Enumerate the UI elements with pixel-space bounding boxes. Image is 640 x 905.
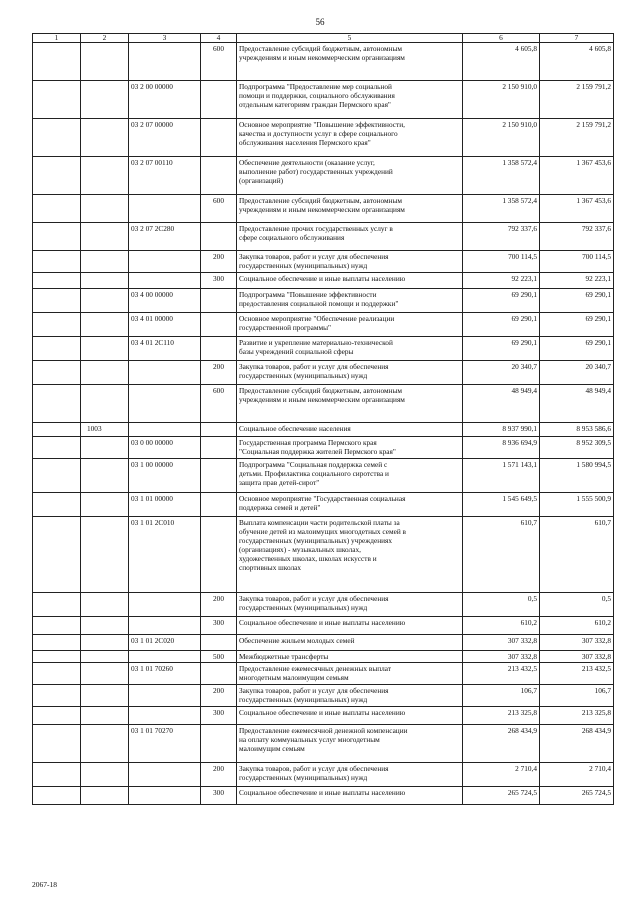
section-code: [81, 437, 129, 459]
item-name: Подпрограмма "Повышение эффективности предоставления социальной помощи и поддержки": [237, 289, 463, 313]
table-row: [33, 157, 614, 195]
section-code: [81, 493, 129, 517]
amount-2020: 307 332,8: [540, 635, 614, 651]
amount-2020: 307 332,8: [540, 651, 614, 663]
item-name: Предоставление ежемесячных денежных выплат многодетным малоимущим семьям: [237, 663, 463, 685]
section-code: [81, 617, 129, 635]
amount-2019: 106,7: [463, 685, 540, 707]
amount-2019: 700 114,5: [463, 251, 540, 273]
target-code: [129, 763, 201, 787]
amount-2019: 48 949,4: [463, 385, 540, 423]
item-name: Социальное обеспечение населения: [237, 423, 463, 437]
expense-type-code: 200: [201, 685, 237, 707]
expense-type-code: [201, 437, 237, 459]
col1-cell: [33, 651, 81, 663]
column-header: 3: [129, 34, 201, 43]
amount-2020: 2 159 791,2: [540, 119, 614, 157]
item-name: Предоставление прочих государственных услуг в сфере социального обслуживания: [237, 223, 463, 251]
amount-2020: 69 290,1: [540, 337, 614, 361]
amount-2019: 792 337,6: [463, 223, 540, 251]
col1-cell: [33, 43, 81, 81]
amount-2020: 2 710,4: [540, 763, 614, 787]
amount-2019: 20 340,7: [463, 361, 540, 385]
col1-cell: [33, 787, 81, 805]
section-code: [81, 157, 129, 195]
table-row: [33, 423, 614, 437]
item-name: Закупка товаров, работ и услуг для обеспечения государственных (муниципальных) нужд: [237, 763, 463, 787]
amount-2020: 213 432,5: [540, 663, 614, 685]
target-code: [129, 685, 201, 707]
col1-cell: [33, 313, 81, 337]
amount-2019: 307 332,8: [463, 635, 540, 651]
section-code: [81, 361, 129, 385]
expense-type-code: [201, 337, 237, 361]
table-row: [33, 635, 614, 651]
item-name: Обеспечение деятельности (оказание услуг, выполнение работ) государственных учреждений (организаций): [237, 157, 463, 195]
amount-2019: 69 290,1: [463, 337, 540, 361]
amount-2019: 69 290,1: [463, 313, 540, 337]
expense-type-code: 500: [201, 651, 237, 663]
expense-type-code: 300: [201, 617, 237, 635]
item-name: Межбюджетные трансферты: [237, 651, 463, 663]
section-code: [81, 119, 129, 157]
table-row: [33, 195, 614, 223]
amount-2020: 1 367 453,6: [540, 157, 614, 195]
target-code: 03 4 00 00000: [129, 289, 201, 313]
col1-cell: [33, 725, 81, 763]
section-code: [81, 635, 129, 651]
amount-2020: 610,2: [540, 617, 614, 635]
target-code: [129, 707, 201, 725]
column-header: 1: [33, 34, 81, 43]
expense-type-code: [201, 493, 237, 517]
section-code: [81, 195, 129, 223]
target-code: 03 4 01 2С110: [129, 337, 201, 361]
expense-type-code: 300: [201, 707, 237, 725]
item-name: Основное мероприятие "Повышение эффективности, качества и доступности услуг в сфере социального обслуживания населения Пермского края": [237, 119, 463, 157]
column-number-row: [33, 34, 614, 43]
target-code: 03 1 01 70260: [129, 663, 201, 685]
amount-2020: 610,7: [540, 517, 614, 593]
section-code: [81, 385, 129, 423]
item-name: Предоставление субсидий бюджетным, автономным учреждениям и иным некоммерческим организациям: [237, 43, 463, 81]
expense-type-code: [201, 313, 237, 337]
expense-type-code: [201, 81, 237, 119]
target-code: 03 2 07 00000: [129, 119, 201, 157]
section-code: [81, 43, 129, 81]
target-code: [129, 593, 201, 617]
amount-2020: 265 724,5: [540, 787, 614, 805]
col1-cell: [33, 707, 81, 725]
amount-2020: 792 337,6: [540, 223, 614, 251]
expense-type-code: [201, 289, 237, 313]
amount-2020: 69 290,1: [540, 313, 614, 337]
col1-cell: [33, 617, 81, 635]
amount-2020: 700 114,5: [540, 251, 614, 273]
expense-type-code: [201, 725, 237, 763]
amount-2019: 8 937 990,1: [463, 423, 540, 437]
target-code: 03 4 01 00000: [129, 313, 201, 337]
amount-2020: 2 159 791,2: [540, 81, 614, 119]
section-code: [81, 313, 129, 337]
amount-2020: 1 367 453,6: [540, 195, 614, 223]
expense-type-code: 200: [201, 763, 237, 787]
amount-2020: 0,5: [540, 593, 614, 617]
amount-2019: 307 332,8: [463, 651, 540, 663]
col1-cell: [33, 251, 81, 273]
section-code: [81, 651, 129, 663]
section-code: [81, 763, 129, 787]
amount-2019: 213 432,5: [463, 663, 540, 685]
item-name: Предоставление субсидий бюджетным, автономным учреждениям и иным некоммерческим организациям: [237, 195, 463, 223]
col1-cell: [33, 223, 81, 251]
table-row: [33, 289, 614, 313]
table-row: [33, 517, 614, 593]
expense-type-code: 200: [201, 361, 237, 385]
amount-2020: 20 340,7: [540, 361, 614, 385]
section-code: [81, 223, 129, 251]
item-name: Выплата компенсации части родительской платы за обучение детей из малоимущих многодетных семей в государственных (муниципальных) учреждениях (организациях) - музыкальных школах, художественных школах, школах искусств и спортивных школах: [237, 517, 463, 593]
target-code: 03 1 01 00000: [129, 493, 201, 517]
item-name: Подпрограмма "Предоставление мер социальной помощи и поддержки, социального обслуживания отдельным категориям граждан Пермского края": [237, 81, 463, 119]
amount-2020: 268 434,9: [540, 725, 614, 763]
table-row: [33, 385, 614, 423]
target-code: [129, 251, 201, 273]
table-row: [33, 273, 614, 289]
expense-type-code: 600: [201, 195, 237, 223]
col1-cell: [33, 273, 81, 289]
amount-2020: 92 223,1: [540, 273, 614, 289]
page-number: 56: [315, 17, 325, 27]
amount-2020: 48 949,4: [540, 385, 614, 423]
section-code: [81, 273, 129, 289]
col1-cell: [33, 195, 81, 223]
amount-2019: 1 358 572,4: [463, 157, 540, 195]
amount-2020: 4 605,8: [540, 43, 614, 81]
item-name: Предоставление субсидий бюджетным, автономным учреждениям и иным некоммерческим организациям: [237, 385, 463, 423]
section-code: [81, 707, 129, 725]
item-name: Предоставление ежемесячной денежной компенсации на оплату коммунальных услуг многодетным малоимущим семьям: [237, 725, 463, 763]
column-header: 4: [201, 34, 237, 43]
table-row: [33, 459, 614, 493]
amount-2019: 4 605,8: [463, 43, 540, 81]
target-code: [129, 195, 201, 223]
col1-cell: [33, 437, 81, 459]
section-code: [81, 663, 129, 685]
expense-type-code: [201, 423, 237, 437]
target-code: [129, 361, 201, 385]
section-code: [81, 337, 129, 361]
expense-type-code: [201, 119, 237, 157]
col1-cell: [33, 81, 81, 119]
amount-2020: 106,7: [540, 685, 614, 707]
expense-type-code: [201, 157, 237, 195]
item-name: Подпрограмма "Социальная поддержка семей с детьми. Профилактика социального сиротства и защита прав детей-сирот": [237, 459, 463, 493]
amount-2020: 213 325,8: [540, 707, 614, 725]
amount-2019: 1 545 649,5: [463, 493, 540, 517]
item-name: Основное мероприятие "Обеспечение реализации государственной программы": [237, 313, 463, 337]
expense-type-code: 300: [201, 273, 237, 289]
table-row: [33, 707, 614, 725]
item-name: Социальное обеспечение и иные выплаты населению: [237, 707, 463, 725]
target-code: [129, 385, 201, 423]
amount-2019: 2 150 910,0: [463, 81, 540, 119]
table-row: [33, 119, 614, 157]
expense-type-code: 600: [201, 43, 237, 81]
item-name: Закупка товаров, работ и услуг для обеспечения государственных (муниципальных) нужд: [237, 685, 463, 707]
target-code: 03 1 01 2С010: [129, 517, 201, 593]
section-code: [81, 593, 129, 617]
target-code: 03 2 00 00000: [129, 81, 201, 119]
table-row: [33, 787, 614, 805]
target-code: [129, 423, 201, 437]
col1-cell: [33, 763, 81, 787]
item-name: Социальное обеспечение и иные выплаты населению: [237, 273, 463, 289]
expense-type-code: [201, 459, 237, 493]
table-row: [33, 663, 614, 685]
amount-2019: 268 434,9: [463, 725, 540, 763]
section-code: [81, 517, 129, 593]
amount-2020: 1 580 994,5: [540, 459, 614, 493]
amount-2019: 2 710,4: [463, 763, 540, 787]
target-code: 03 0 00 00000: [129, 437, 201, 459]
expense-type-code: 600: [201, 385, 237, 423]
amount-2019: 69 290,1: [463, 289, 540, 313]
expense-type-code: [201, 635, 237, 651]
item-name: Обеспечение жильем молодых семей: [237, 635, 463, 651]
table-row: [33, 725, 614, 763]
amount-2019: 0,5: [463, 593, 540, 617]
target-code: 03 2 07 2С280: [129, 223, 201, 251]
amount-2019: 1 358 572,4: [463, 195, 540, 223]
table-row: [33, 763, 614, 787]
col1-cell: [33, 685, 81, 707]
table-row: [33, 251, 614, 273]
col1-cell: [33, 119, 81, 157]
target-code: 03 1 01 2С020: [129, 635, 201, 651]
amount-2019: 8 936 694,9: [463, 437, 540, 459]
amount-2019: 265 724,5: [463, 787, 540, 805]
item-name: Закупка товаров, работ и услуг для обеспечения государственных (муниципальных) нужд: [237, 251, 463, 273]
section-code: [81, 787, 129, 805]
amount-2019: 1 571 143,1: [463, 459, 540, 493]
amount-2019: 2 150 910,0: [463, 119, 540, 157]
table-row: [33, 493, 614, 517]
col1-cell: [33, 385, 81, 423]
target-code: [129, 787, 201, 805]
item-name: Социальное обеспечение и иные выплаты населению: [237, 787, 463, 805]
table-row: [33, 685, 614, 707]
col1-cell: [33, 337, 81, 361]
target-code: 03 1 01 70270: [129, 725, 201, 763]
section-code: [81, 459, 129, 493]
item-name: Государственная программа Пермского края "Социальная поддержка жителей Пермского края": [237, 437, 463, 459]
amount-2020: 69 290,1: [540, 289, 614, 313]
col1-cell: [33, 423, 81, 437]
section-code: [81, 81, 129, 119]
table-row: [33, 337, 614, 361]
item-name: Социальное обеспечение и иные выплаты населению: [237, 617, 463, 635]
amount-2019: 610,2: [463, 617, 540, 635]
col1-cell: [33, 459, 81, 493]
item-name: Основное мероприятие "Государственная социальная поддержка семей и детей": [237, 493, 463, 517]
target-code: [129, 651, 201, 663]
column-header: 2: [81, 34, 129, 43]
target-code: 03 1 00 00000: [129, 459, 201, 493]
col1-cell: [33, 593, 81, 617]
section-code: [81, 251, 129, 273]
table-row: [33, 223, 614, 251]
column-header: 6: [463, 34, 540, 43]
column-header: 7: [540, 34, 614, 43]
col1-cell: [33, 663, 81, 685]
table-row: [33, 651, 614, 663]
table-row: [33, 81, 614, 119]
col1-cell: [33, 635, 81, 651]
section-code: [81, 725, 129, 763]
amount-2020: 8 953 586,6: [540, 423, 614, 437]
section-code: 1003: [81, 423, 129, 437]
table-row: [33, 43, 614, 81]
amount-2020: 1 555 500,9: [540, 493, 614, 517]
col1-cell: [33, 517, 81, 593]
amount-2019: 92 223,1: [463, 273, 540, 289]
target-code: [129, 273, 201, 289]
table-row: [33, 361, 614, 385]
budget-table: [32, 33, 614, 805]
table-row: [33, 617, 614, 635]
col1-cell: [33, 289, 81, 313]
target-code: [129, 43, 201, 81]
amount-2019: 213 325,8: [463, 707, 540, 725]
amount-2019: 610,7: [463, 517, 540, 593]
expense-type-code: [201, 663, 237, 685]
item-name: Развитие и укрепление материально-технической базы учреждений социальной сферы: [237, 337, 463, 361]
expense-type-code: [201, 223, 237, 251]
table-row: [33, 313, 614, 337]
section-code: [81, 685, 129, 707]
document-code: 2067-18: [32, 880, 57, 889]
item-name: Закупка товаров, работ и услуг для обеспечения государственных (муниципальных) нужд: [237, 593, 463, 617]
expense-type-code: [201, 517, 237, 593]
col1-cell: [33, 493, 81, 517]
expense-type-code: 200: [201, 251, 237, 273]
amount-2020: 8 952 309,5: [540, 437, 614, 459]
target-code: [129, 617, 201, 635]
target-code: 03 2 07 00110: [129, 157, 201, 195]
item-name: Закупка товаров, работ и услуг для обеспечения государственных (муниципальных) нужд: [237, 361, 463, 385]
table-row: [33, 593, 614, 617]
col1-cell: [33, 361, 81, 385]
section-code: [81, 289, 129, 313]
column-header: 5: [237, 34, 463, 43]
col1-cell: [33, 157, 81, 195]
expense-type-code: 200: [201, 593, 237, 617]
table-row: [33, 437, 614, 459]
expense-type-code: 300: [201, 787, 237, 805]
